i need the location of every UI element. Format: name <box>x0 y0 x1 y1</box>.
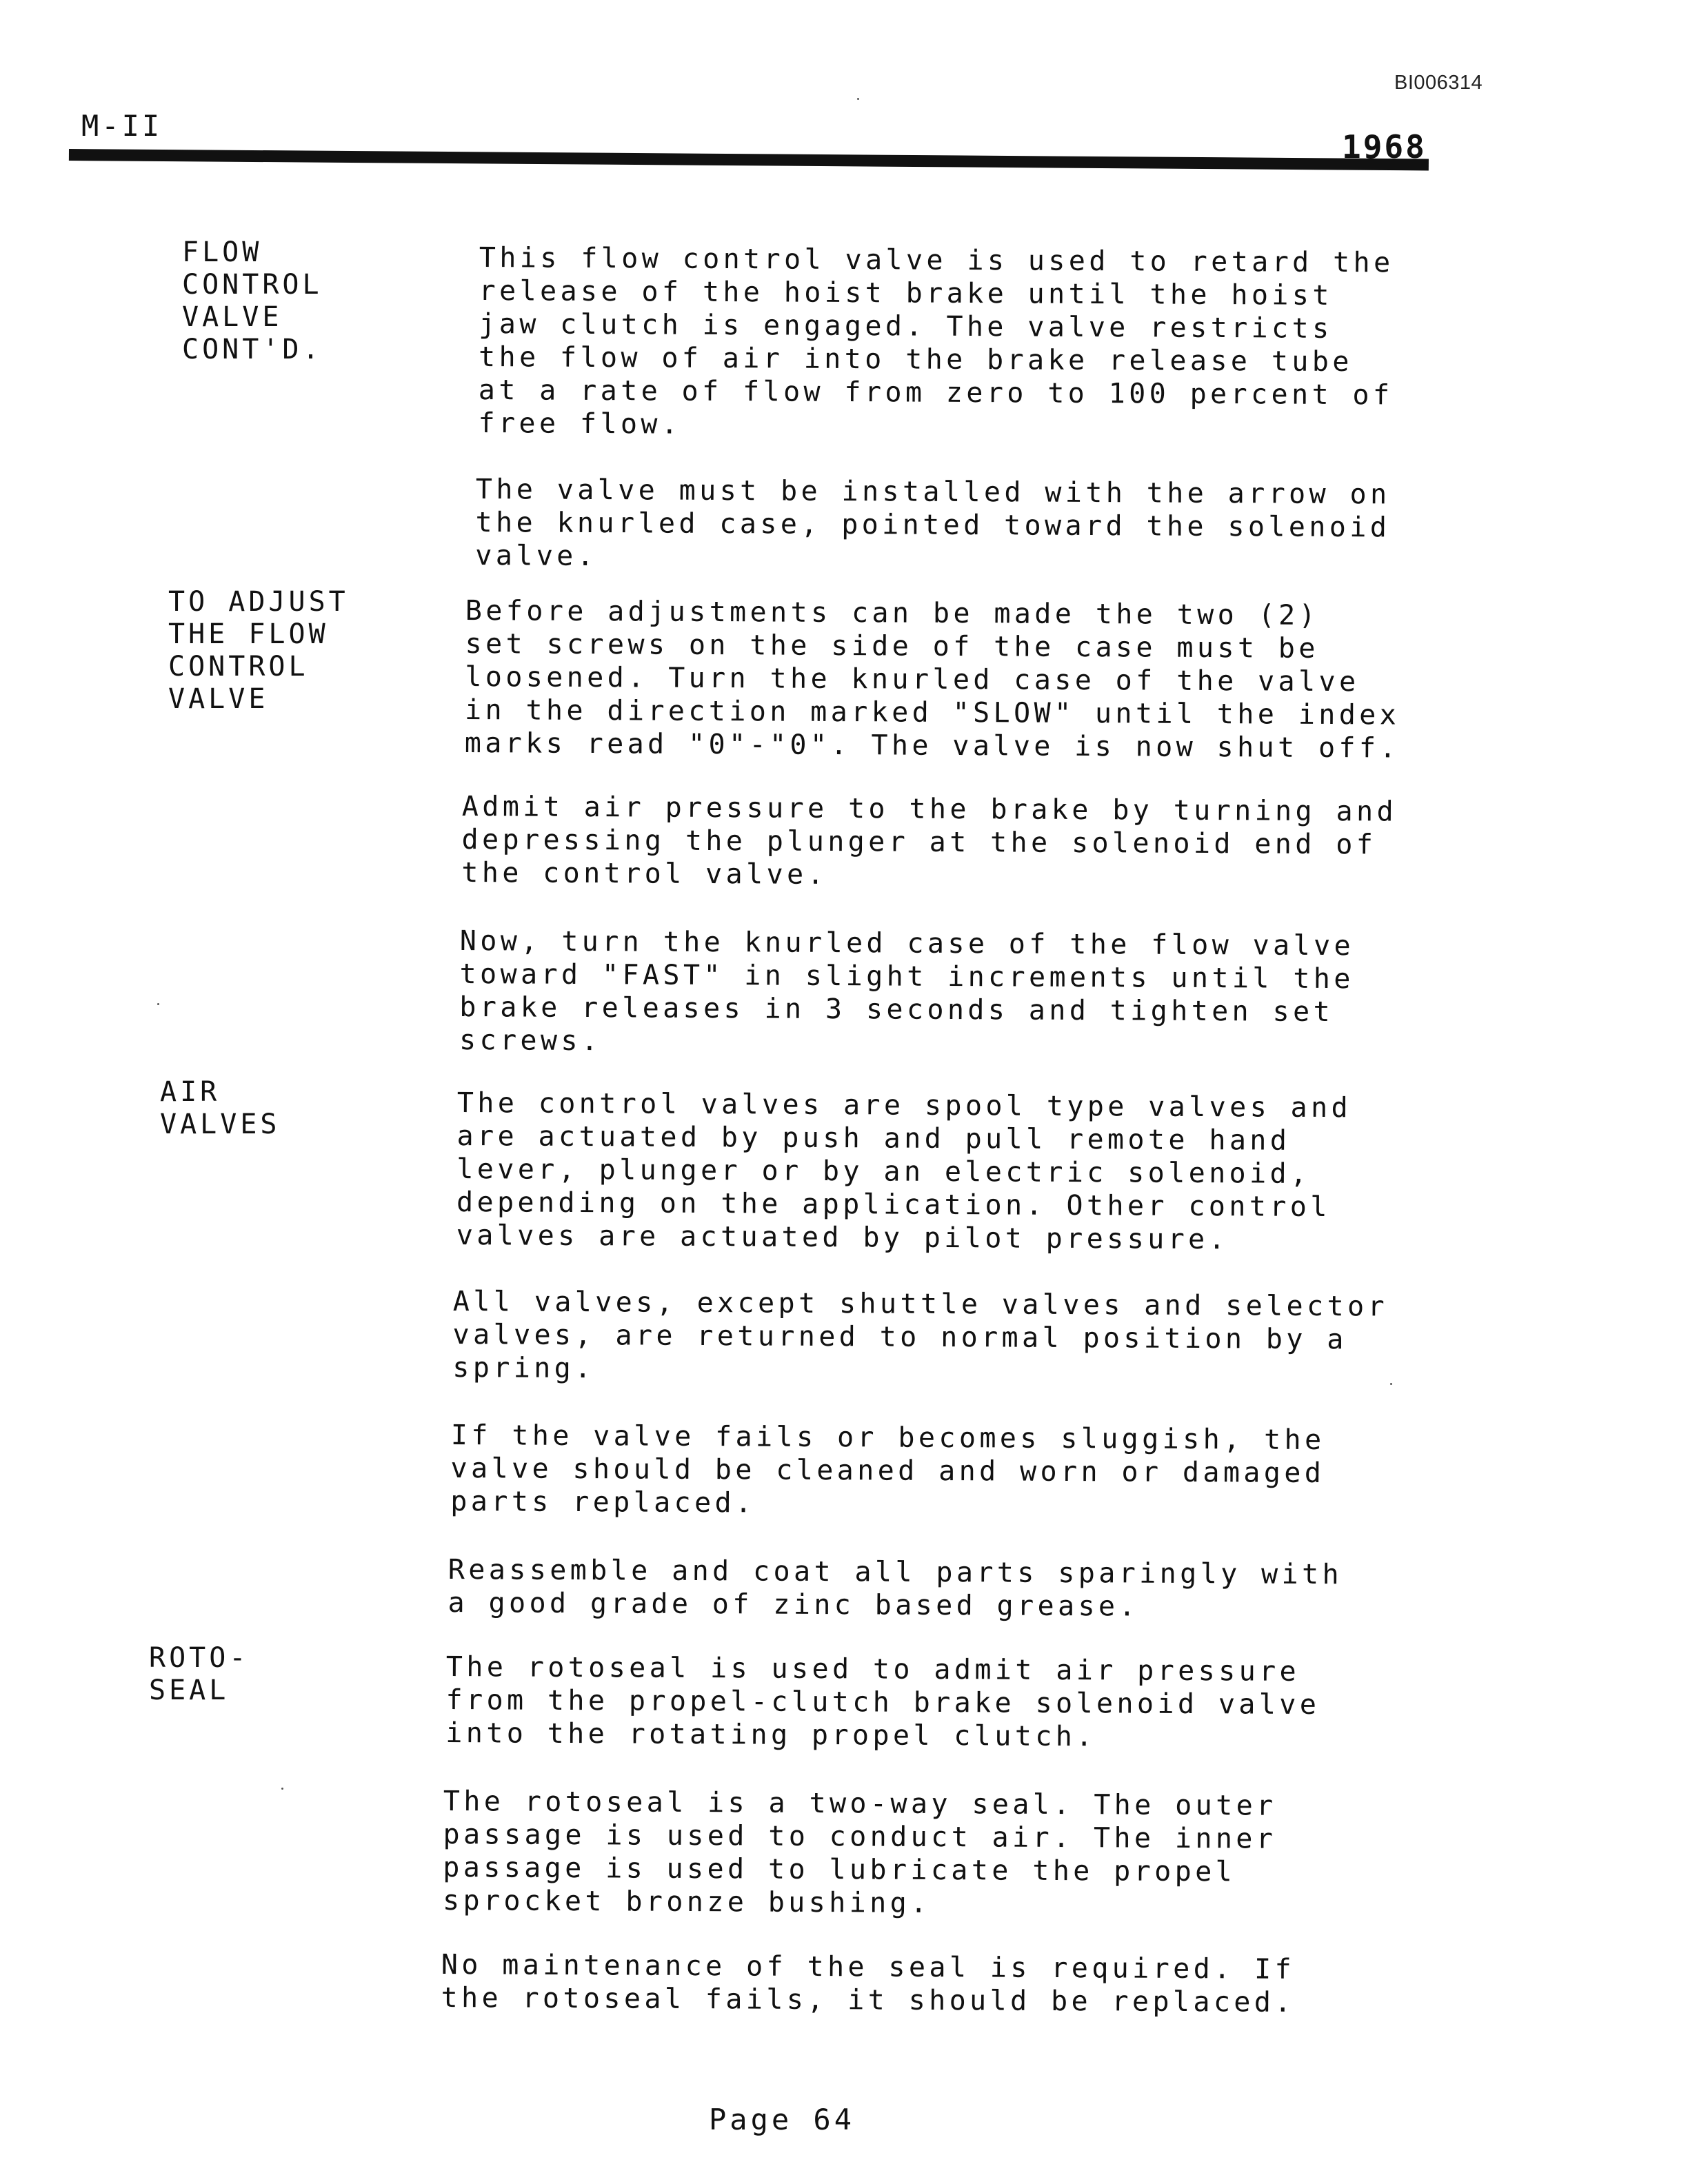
paragraph-flow-control-1: This flow control valve is used to retard the release of the hoist brake until the hoist jaw clutch is engaged. The valve restricts the flow of air into the brake release tube at a rate of flow from zero to 100 percent of free flow. <box>478 241 1394 441</box>
header-year: 1968 <box>1342 128 1427 165</box>
document-id: BI006314 <box>1394 72 1483 94</box>
side-label-rotoseal: ROTO- SEAL <box>149 1642 250 1706</box>
side-label-adjust: TO ADJUST THE FLOW CONTROL VALVE <box>168 586 349 715</box>
paragraph-rotoseal-3: No maintenance of the seal is required. If the rotoseal fails, it should be replaced. <box>441 1949 1296 2019</box>
paragraph-adjust-3: Now, turn the knurled case of the flow valve toward "FAST" in slight increments until the brake releases in 3 seconds and tighten set screws. <box>459 925 1355 1058</box>
scan-speck <box>1390 1383 1392 1385</box>
paragraph-adjust-1: Before adjustments can be made the two (2) set screws on the side of the case must be loosened. Turn the knurled case of the valve in the direction marked "SLOW" until the index marks read "0"-"0". The valve is now shut off. <box>464 595 1400 765</box>
paragraph-air-valves-2: All valves, except shuttle valves and selector valves, are returned to normal position by a spring. <box>452 1286 1389 1385</box>
scan-speck <box>281 1788 283 1790</box>
side-label-air-valves: AIR VALVES <box>160 1076 281 1140</box>
scan-speck <box>857 98 859 100</box>
side-label-flow-control: FLOW CONTROL VALVE CONT'D. <box>182 236 323 365</box>
scan-speck <box>157 1003 159 1005</box>
page-number: Page 64 <box>709 2103 856 2136</box>
paragraph-rotoseal-2: The rotoseal is a two-way seal. The outer passage is used to conduct air. The inner passage is used to lubricate the propel sprocket bronze bushing. <box>442 1786 1277 1919</box>
header-rule <box>69 149 1429 170</box>
paragraph-air-valves-1: The control valves are spool type valves and are actuated by push and pull remote hand lever, plunger or by an electric solenoid, depending on the application. Other control valves are actuated by pilot pressure. <box>456 1087 1352 1256</box>
paragraph-air-valves-4: Reassemble and coat all parts sparingly with a good grade of zinc based grease. <box>448 1554 1343 1623</box>
paragraph-air-valves-3: If the valve fails or becomes sluggish, the valve should be cleaned and worn or damaged parts replaced. <box>450 1419 1325 1519</box>
paragraph-adjust-2: Admit air pressure to the brake by turning and depressing the plunger at the solenoid end of the control valve. <box>461 791 1398 891</box>
paragraph-rotoseal-1: The rotoseal is used to admit air pressure from the propel-clutch brake solenoid valve into the rotating propel clutch. <box>445 1651 1320 1753</box>
header-manual-code: M-II <box>81 109 163 143</box>
paragraph-flow-control-2: The valve must be installed with the arrow on the knurled case, pointed toward the solenoid valve. <box>475 474 1391 572</box>
